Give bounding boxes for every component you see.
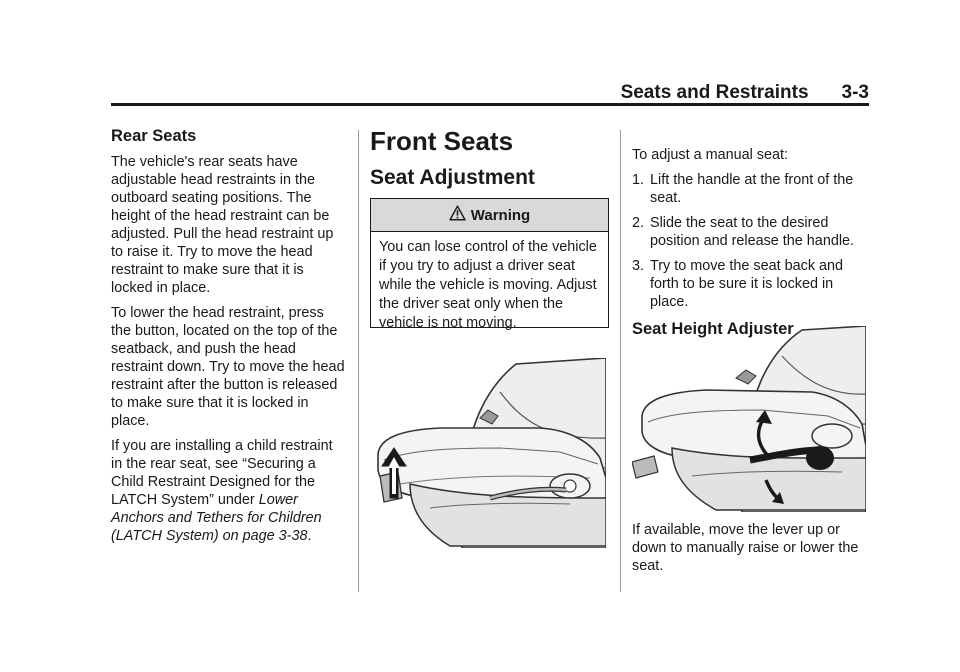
page-number: 3-3 [841,82,869,103]
warning-header [371,199,608,232]
rear-seats-paragraph-3 [111,437,347,545]
seat-adjustment-illustration [370,358,606,548]
step-item: 2. Slide the seat to the desired position and release the handle. [632,215,855,249]
rear-seats-heading: Rear Seats [111,127,197,145]
seat-height-illustration [632,326,866,512]
manual-seat-intro: To adjust a manual seat: [632,147,788,163]
manual-seat-column [632,146,870,346]
column-divider-left [358,130,359,592]
step-item: 3. Try to move the seat back and forth to be sure it is locked in place. [632,258,844,310]
rear-seats-paragraph-2: To lower the head restraint, press the button, located on the top of the seatback, and push the head restraint down. Try to move the head restraint after the button is released to make sure that it is locked in place. [111,305,345,429]
warning-triangle-icon [449,205,466,225]
seat-adjustment-heading: Seat Adjustment [370,166,535,189]
manual-seat-steps [632,171,870,311]
step-item: 1. Lift the handle at the front of the seat. [632,172,854,206]
warning-text: You can lose control of the vehicle if you try to adjust a driver seat while the vehicle is moving. Adjust the driver seat only when the vehicle is not moving. [379,239,597,331]
latch-period: . [307,528,312,544]
section-title: Seats and Restraints [620,82,809,103]
latch-page-link[interactable]: Lower Anchors and Tethers for Children (LATCH System) on page 3-38 [111,492,322,544]
rear-seats-paragraph-1: The vehicle's rear seats have adjustable head restraints in the outboard seating positions. The height of the head restraint can be adjusted. Pull the head restraint up to raise it. Try to move the head restraint to make sure that it is locked in place. [111,154,334,296]
seat-height-caption-block [632,521,870,582]
header-rule [111,103,869,106]
page-header [111,82,869,104]
front-seats-title: Front Seats [370,126,514,156]
column-divider-right [620,130,621,592]
seat-height-caption: If available, move the lever up or down to manually raise or lower the seat. [632,522,859,574]
front-seats-column [370,126,610,191]
seat-height-adjuster-heading: Seat Height Adjuster [632,320,794,338]
rear-seats-column [111,126,347,552]
latch-reference-text: If you are installing a child restraint in the rear seat, see “Securing a Child Restraint Designed for the LATCH System” under [111,438,333,508]
warning-label: Warning [470,206,531,224]
warning-box [370,198,609,331]
